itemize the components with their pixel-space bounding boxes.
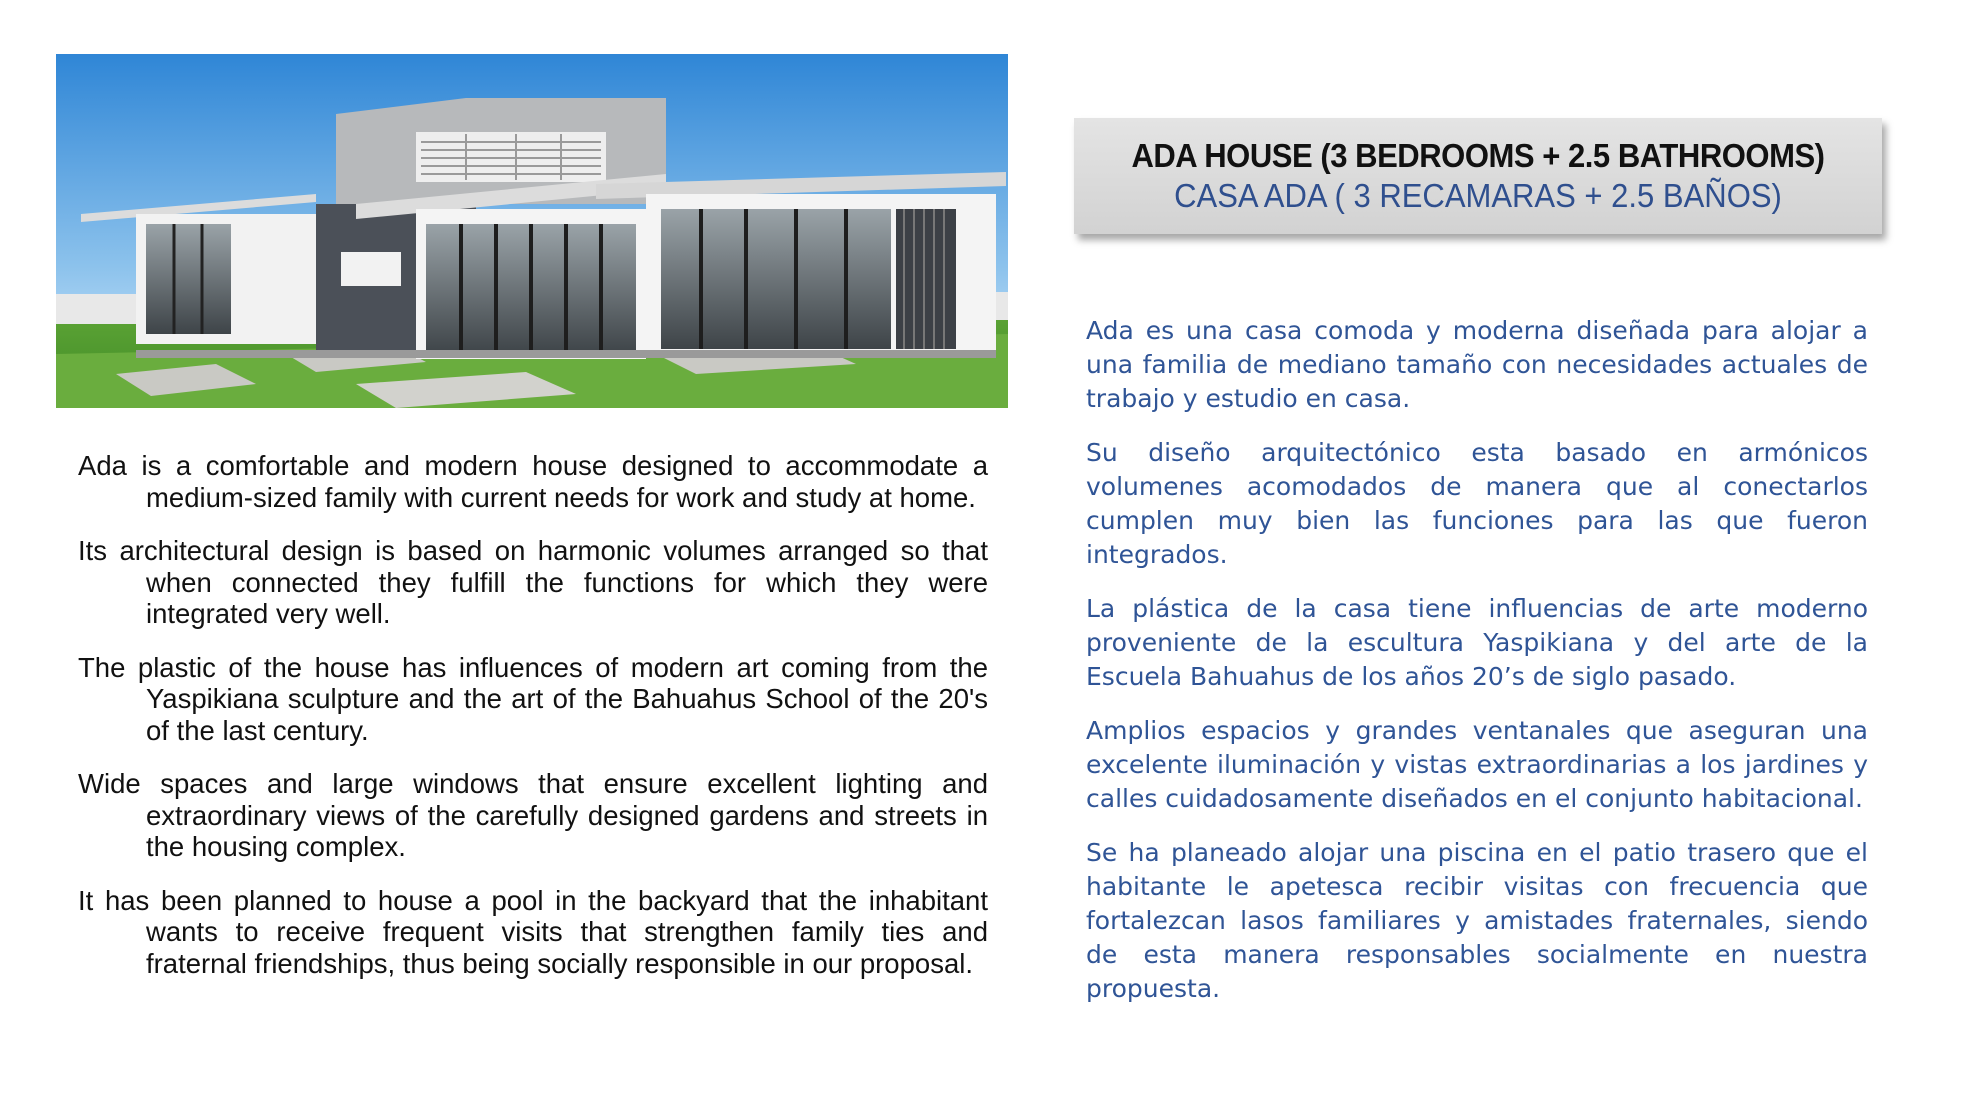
house-illustration xyxy=(56,54,1008,408)
title-box xyxy=(1074,118,1882,234)
english-paragraph-4: Wide spaces and large windows that ensure excellent lighting and extraordinary views of the carefully designed gardens and streets in the housing complex. xyxy=(78,768,988,862)
spanish-paragraph-4: Amplios espacios y grandes ventanales que aseguran una excelente iluminación y vistas extraordinarias a los jardines y calles cuidadosamente diseñados en el conjunto habitacional. xyxy=(1086,716,1868,813)
english-paragraph-2: Its architectural design is based on harmonic volumes arranged so that when connected they fulfill the functions for which they were integrated very well. xyxy=(78,535,988,629)
english-description xyxy=(78,450,988,1001)
english-paragraph-1: Ada is a comfortable and modern house designed to accommodate a medium-sized family with current needs for work and study at home. xyxy=(78,450,988,513)
title-english: ADA HOUSE (3 BEDROOMS + 2.5 BATHROOMS) xyxy=(1131,137,1825,174)
english-paragraph-5: It has been planned to house a pool in the backyard that the inhabitant wants to receive frequent visits that strengthen family ties and fraternal friendships, thus being socially responsible in our proposal. xyxy=(78,884,988,979)
spanish-paragraph-5: Se ha planeado alojar una piscina en el patio trasero que el habitante le apetesca recibir visitas con frecuencia que fortalezcan lasos familiares y amistades fraternales, siendo de esta manera responsables socialmente en nuestra propuesta. xyxy=(1086,838,1868,1003)
house-rendering-image xyxy=(56,54,1008,408)
english-paragraph-3: The plastic of the house has influences of modern art coming from the Yaspikiana sculpture and the art of the Bahuahus School of the 20's of the last century. xyxy=(78,651,988,746)
spanish-paragraph-1: Ada es una casa comoda y moderna diseñada para alojar a una familia de mediano tamaño con necesidades actuales de trabajo y estudio en casa. xyxy=(1086,316,1868,413)
spanish-description xyxy=(1086,314,1868,1026)
spanish-paragraph-2: Su diseño arquitectónico esta basado en armónicos volumenes acomodados de manera que al conectarlos cumplen muy bien las funciones para las que fueron integrados. xyxy=(1086,438,1868,569)
title-spanish: CASA ADA ( 3 RECAMARAS + 2.5 BAÑOS) xyxy=(1174,177,1782,214)
spanish-paragraph-3: La plástica de la casa tiene influencias de arte moderno proveniente de la escultura Yaspikiana y del arte de la Escuela Bahuahus de los años 20’s de siglo pasado. xyxy=(1086,594,1868,691)
